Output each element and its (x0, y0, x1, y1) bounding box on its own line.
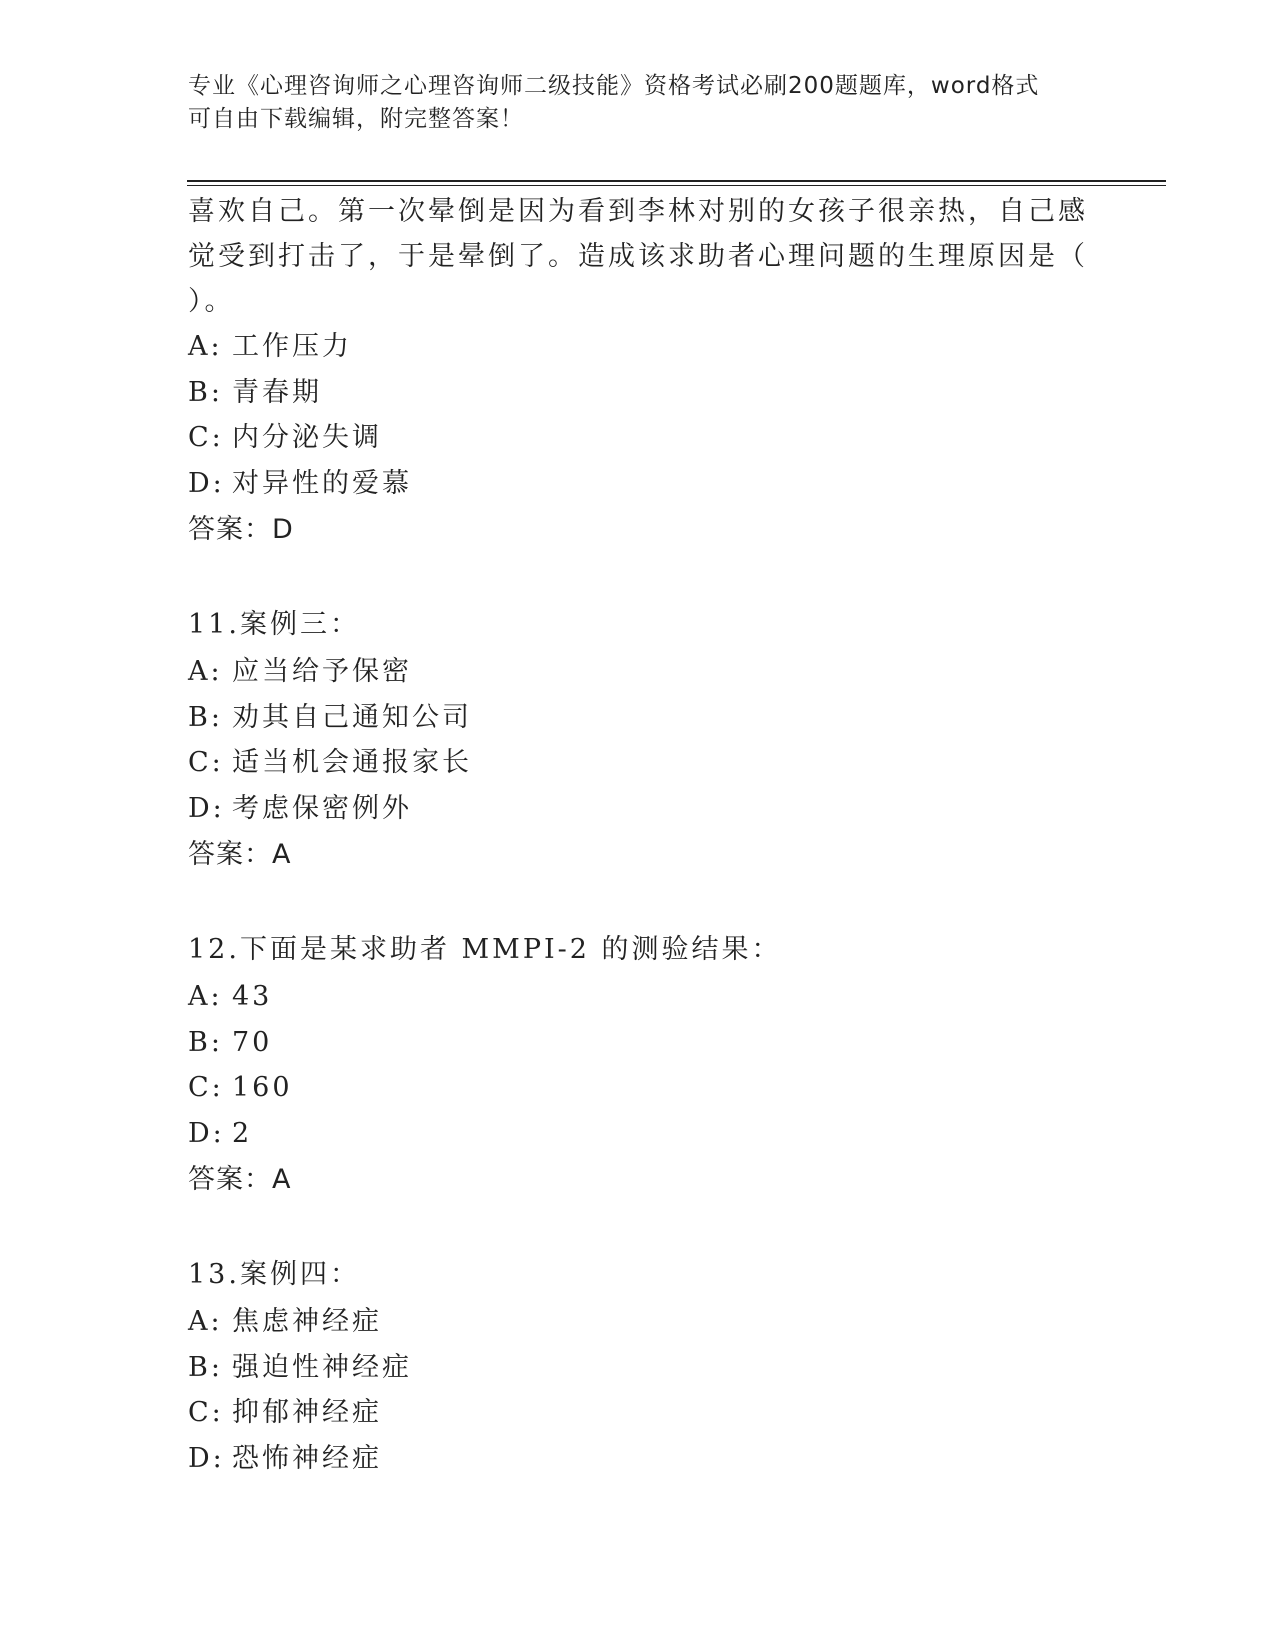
option-text: 内分泌失调 (232, 422, 382, 453)
option-c (188, 740, 1088, 786)
option-label: B: (188, 1026, 223, 1058)
option-a (188, 324, 1088, 370)
option-b (188, 370, 1088, 416)
option-a (188, 1299, 1088, 1345)
option-text: 2 (232, 1117, 253, 1149)
option-text: 考虑保密例外 (232, 792, 412, 824)
option-text: 160 (232, 1072, 293, 1103)
answer-line: 答案：D (188, 514, 294, 545)
option-label: D: (188, 467, 225, 499)
option-a (188, 649, 1088, 695)
header-divider-thin (187, 185, 1166, 186)
option-label: A: (188, 331, 223, 362)
option-label: D: (188, 792, 225, 824)
option-b (188, 1345, 1088, 1391)
option-label: D: (188, 1442, 225, 1474)
option-text: 43 (232, 981, 273, 1012)
option-c (188, 415, 1088, 461)
option-label: C: (188, 1072, 224, 1103)
option-label: B: (188, 701, 223, 733)
option-c (188, 1390, 1088, 1436)
option-d (188, 786, 1088, 832)
option-c (188, 1065, 1088, 1111)
option-text: 劝其自己通知公司 (232, 701, 472, 733)
question-stem-line: 觉受到打击了，于是晕倒了。造成该求助者心理问题的生理原因是（ (188, 241, 1088, 272)
question-title: 11.案例三： (188, 609, 360, 640)
question-11 (188, 601, 1088, 879)
option-text: 青春期 (232, 376, 322, 408)
option-label: C: (188, 422, 224, 453)
answer-line: 答案：A (188, 839, 292, 870)
header-line-2: 可自由下载编辑，附完整答案！ (188, 106, 524, 132)
document-header (188, 70, 1088, 136)
question-stem-line: 喜欢自己。第一次晕倒是因为看到李林对别的女孩子很亲热，自己感 (188, 196, 1088, 227)
question-title: 12.下面是某求助者 MMPI-2 的测验结果： (188, 934, 782, 965)
question-content (188, 189, 1088, 1481)
option-label: A: (188, 981, 223, 1012)
option-text: 适当机会通报家长 (232, 747, 472, 778)
option-label: C: (188, 1397, 224, 1428)
option-d (188, 1436, 1088, 1482)
option-d (188, 1111, 1088, 1157)
option-d (188, 461, 1088, 507)
question-13 (188, 1251, 1088, 1481)
question-stem-line: ）。 (188, 286, 235, 317)
option-label: D: (188, 1117, 225, 1149)
answer-line: 答案：A (188, 1164, 292, 1195)
option-a (188, 974, 1088, 1020)
option-label: A: (188, 656, 223, 687)
option-text: 强迫性神经症 (232, 1351, 412, 1383)
option-text: 恐怖神经症 (232, 1442, 382, 1474)
question-12 (188, 926, 1088, 1204)
question-10-continued (188, 189, 1088, 554)
option-text: 焦虑神经症 (232, 1306, 382, 1337)
header-divider-thick (187, 180, 1166, 182)
option-b (188, 1020, 1088, 1066)
question-title: 13.案例四： (188, 1259, 360, 1290)
option-text: 对异性的爱慕 (232, 467, 412, 499)
option-b (188, 695, 1088, 741)
option-text: 抑郁神经症 (232, 1397, 382, 1428)
option-label: B: (188, 1351, 223, 1383)
option-text: 70 (232, 1026, 273, 1058)
option-text: 应当给予保密 (232, 656, 412, 687)
option-text: 工作压力 (232, 331, 352, 362)
option-label: B: (188, 376, 223, 408)
option-label: C: (188, 747, 224, 778)
option-label: A: (188, 1306, 223, 1337)
header-line-1: 专业《心理咨询师之心理咨询师二级技能》资格考试必刷200题题库，word格式 (188, 73, 1040, 99)
